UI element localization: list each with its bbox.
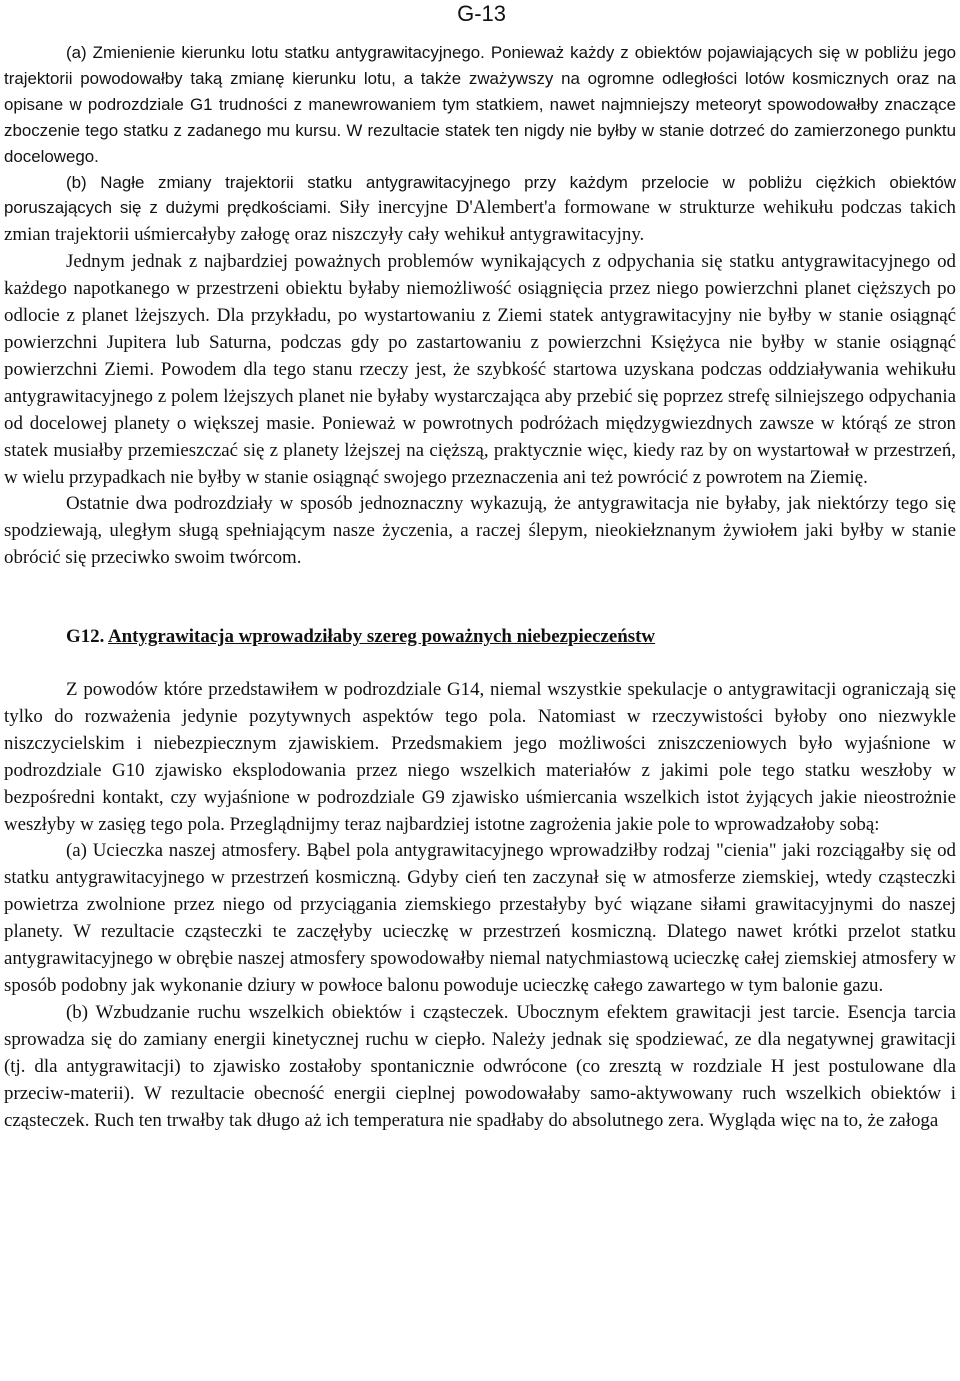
paragraph-intro-dangers: Z powodów które przedstawiłem w podrozdziale G14, niemal wszystkie spekulacje o antygrawitacji ograniczają się tylko do rozważenia jedynie pozytywnych aspektów tego pola. Natomiast w rzeczywistości byłoby ono niezwykle niszczycielskim i niebezpiecznym zjawiskiem. Przedsmakiem jego możliwości zniszczeniowych było wyjaśnione w podrozdziale G10 zjawisko eksplodowania przez niego wszelkich materiałów z jakimi pole tego statku weszłoby w bezpośredni kontakt, czy wyjaśnione w podrozdziale G9 zjawisko uśmiercania wszelkich istot żyjących jakie nieostrożnie weszłyby w zasięg tego pola. Przeglądnijmy teraz najbardziej istotne zagrożenia jakie pole to wprowadzałoby sobą: xyxy=(4,679,956,835)
page-number: G-13 xyxy=(457,1,506,26)
paragraph-a-course-change: (a) Zmienienie kierunku lotu statku antygrawitacyjnego. Ponieważ każdy z obiektów pojawiających się w pobliżu jego trajektorii powodowałby taką zmianę kierunku lotu, a także zważywszy na ogromne odległości lotów kosmicznych oraz na opisane w podrozdziale G1 trudności z manewrowaniem tym statkiem, nawet najmniejszy meteoryt spowodowałby znaczące zboczenie tego statku z zadanego mu kursu. W rezultacie statek ten nigdy nie byłby w stanie dotrzeć do zamierzonego punktu docelowego. xyxy=(4,43,956,166)
document-body xyxy=(4,40,956,1134)
section-title: Antygrawitacja wprowadziłaby szereg poważnych niebezpieczeństw xyxy=(108,626,656,648)
paragraph-landing-problem: Jednym jednak z najbardziej poważnych problemów wynikających z odpychania się statku antygrawitacyjnego od każdego napotkanego w przestrzeni obiektu byłaby niemożliwość osiągnięcia przez niego powierzchni planet cięższych po odlocie z planet lżejszych. Dla przykładu, po wystartowaniu z Ziemi statek antygrawitacyjny nie byłby w stanie osiągnąć powierzchni Jupitera lub Saturna, podczas gdy po zastartowaniu z powierzchni Księżyca nie byłby w stanie osiągnąć powierzchni Ziemi. Powodem dla tego stanu rzeczy jest, że szybkość startowa uzyskana podczas oddziaływania wehikułu antygrawitacyjnego z polem lżejszych planet nie byłaby wystarczająca aby przebić się poprzez strefę silniejszego odpychania od docelowej planety o większej masie. Ponieważ w powrotnych podróżach międzygwiezdnych zawsze w którąś ze stron statek musiałby przemieszczać się z planety lżejszej na cięższą, praktycznie więc, kiedy raz by on wystartował w przestrzeń, w wielu przypadkach nie byłby w stanie osiągnąć swojego przeznaczenia ani też powrócić z powrotem na Ziemię. xyxy=(4,251,956,488)
page-header xyxy=(0,0,960,30)
paragraph-b-sans-part: (b) Nagłe zmiany trajektorii statku antygrawitacyjnego przy każdym przelocie w pobliżu ciężkich obiektów poruszających się z dużymi prędkościami. xyxy=(4,172,956,218)
paragraph-b-serif-part: Siły inercyjne D'Alembert'a formowane w strukturze wehikułu podczas takich zmian trajektorii uśmiercałyby załogę oraz niszczyły cały wehikuł antygrawitacyjny. xyxy=(4,197,956,246)
spacer xyxy=(4,572,956,624)
spacer xyxy=(4,651,956,677)
section-number: G12. xyxy=(66,626,105,648)
paragraph-atmosphere-escape: (a) Ucieczka naszej atmosfery. Bąbel pola antygrawitacyjnego wprowadziłby rodzaj "cienia" jaki rozciągałby się od statku antygrawitacyjnego w przestrzeń kosmiczną. Gdyby cień ten zaczynał się w atmosferze ziemskiej, wtedy cząsteczki powietrza zwolnione przez niego od przyciągania ziemskiego przestałyby być wiązane siłami grawitacyjnymi do naszej planety. W rezultacie cząsteczki te zaczęłyby ucieczkę w przestrzeń kosmiczną. Dlatego nawet krótki przelot statku antygrawitacyjnego w obrębie naszej atmosfery spowodowałby niemal natychmiastową ucieczkę całej ziemskiej atmosfery w sposób podobny jak wykonanie dziury w powłoce balonu powoduje ucieczkę całego zawartego w tym balonie gazu. xyxy=(4,840,956,996)
paragraph-conclusion: Ostatnie dwa podrozdziały w sposób jednoznaczny wykazują, że antygrawitacja nie byłaby, jak niektórzy tego się spodziewają, uległym sługą spełniającym nasze życzenia, a raczej ślepym, nieokiełznanym żywiołem jaki byłby w stanie obrócić się przeciwko swoim twórcom. xyxy=(4,493,956,569)
paragraph-b-trajectory-changes xyxy=(4,170,956,250)
paragraph-motion-excitation: (b) Wzbudzanie ruchu wszelkich obiektów i cząsteczek. Ubocznym efektem grawitacji jest tarcie. Esencja tarcia sprowadza się do zamiany energii kinetycznej ruchu w ciepło. Należy jednak się spodziewać, ze dla negatywnej grawitacji (tj. dla antygrawitacji) to zjawisko zostałoby spontanicznie odwrócone (co zresztą w rozdziale H jest postulowane dla przeciw-materii). W rezultacie obecność energii cieplnej powodowałaby samo-aktywowany ruch wszelkich obiektów i cząsteczek. Ruch ten trwałby tak długo aż ich temperatura nie spadłaby do absolutnego zera. Wygląda więc na to, że załoga xyxy=(4,1001,956,1131)
section-heading xyxy=(4,624,956,651)
